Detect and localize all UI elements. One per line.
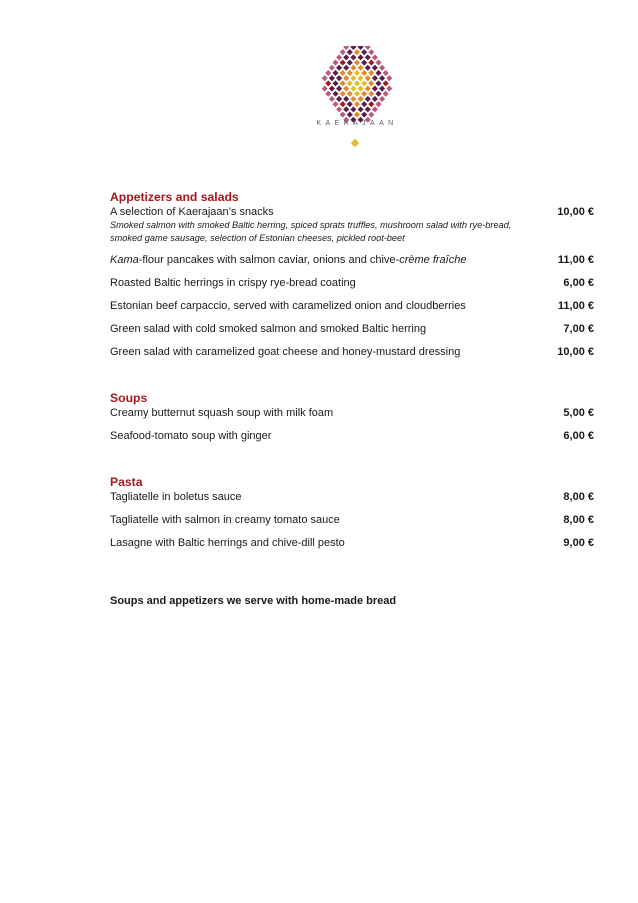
logo-pixel xyxy=(343,54,349,60)
logo-pixel xyxy=(332,80,338,86)
item-price: 11,00 € xyxy=(557,254,594,267)
logo-pixel xyxy=(368,60,374,66)
item-price: 8,00 € xyxy=(563,491,594,504)
logo-pixel xyxy=(365,106,371,112)
logo-pixel xyxy=(365,65,371,71)
logo-pixel xyxy=(379,86,385,92)
logo-pixel xyxy=(347,60,353,66)
logo-pixel xyxy=(350,75,356,81)
logo-pixel xyxy=(354,60,360,66)
logo-pixel xyxy=(350,65,356,71)
logo-pixel xyxy=(336,106,342,112)
logo-pixel xyxy=(358,86,364,92)
logo-pixel xyxy=(375,70,381,76)
logo-pixel xyxy=(322,75,328,81)
logo-pixel xyxy=(358,96,364,102)
logo-pixel xyxy=(375,101,381,107)
logo-pixel xyxy=(343,86,349,92)
logo-pixel xyxy=(358,106,364,112)
menu xyxy=(110,190,594,608)
logo-pixel xyxy=(361,60,367,66)
item-description: Smoked salmon with smoked Baltic herring, spiced sprats truffles, mushroom salad with rye-bread, smoked game sausage, selection of Estonian cheeses, pickled root-beet xyxy=(110,220,512,243)
logo-pixel xyxy=(343,106,349,112)
logo-pixel xyxy=(386,86,392,92)
logo-pixel xyxy=(350,54,356,60)
logo-pixel xyxy=(343,46,349,50)
logo-pixel xyxy=(361,80,367,86)
ornament-logo-icon xyxy=(300,46,414,156)
menu-item xyxy=(110,429,594,443)
section-title: Soups xyxy=(110,391,148,406)
item-price: 6,00 € xyxy=(563,277,594,290)
logo-pixel xyxy=(347,112,353,118)
item-price: 7,00 € xyxy=(563,323,594,336)
logo-pixel xyxy=(365,46,371,50)
logo-pixel xyxy=(379,65,385,71)
logo-pixel xyxy=(340,101,346,107)
item-price: 10,00 € xyxy=(557,346,594,359)
menu-item xyxy=(110,322,594,336)
logo-pixel xyxy=(329,96,335,102)
logo-pixel xyxy=(332,91,338,97)
item-name: Green salad with cold smoked salmon and smoked Baltic herring xyxy=(110,323,427,336)
logo-pixel xyxy=(329,86,335,92)
logo-pixel xyxy=(354,91,360,97)
logo-pixel xyxy=(347,101,353,107)
logo-pixel xyxy=(340,70,346,76)
logo-pixel xyxy=(336,54,342,60)
menu-item xyxy=(110,276,594,290)
item-name: Lasagne with Baltic herrings and chive-dill pesto xyxy=(110,537,345,550)
logo-pixel xyxy=(343,75,349,81)
item-name: Tagliatelle in boletus sauce xyxy=(110,491,242,504)
logo-pixel xyxy=(375,60,381,66)
logo-pixel xyxy=(361,112,367,118)
menu-item xyxy=(110,513,594,527)
logo-pixel xyxy=(379,96,385,102)
logo-pixel xyxy=(354,49,360,55)
logo-pixel xyxy=(350,106,356,112)
logo-pixel xyxy=(350,46,356,50)
logo-pixel xyxy=(325,80,331,86)
item-price: 6,00 € xyxy=(563,430,594,443)
logo-pixel xyxy=(358,75,364,81)
logo-pixel xyxy=(368,80,374,86)
logo-pixel xyxy=(336,75,342,81)
logo-pixel xyxy=(372,96,378,102)
logo-pixel xyxy=(329,75,335,81)
menu-item xyxy=(110,205,594,219)
logo-pixel xyxy=(386,75,392,81)
menu-item xyxy=(110,536,594,550)
item-name xyxy=(110,253,466,267)
section-pasta xyxy=(110,475,594,550)
logo-pixel xyxy=(347,49,353,55)
footer-note: Soups and appetizers we serve with home-made bread xyxy=(110,595,397,608)
logo-pixel xyxy=(365,75,371,81)
logo-pixel xyxy=(375,91,381,97)
menu-item xyxy=(110,299,594,313)
menu-item xyxy=(110,253,594,267)
logo-pixel xyxy=(354,80,360,86)
logo-pixel xyxy=(368,91,374,97)
section-title: Pasta xyxy=(110,475,143,490)
logo-pixel xyxy=(365,86,371,92)
section-title: Appetizers and salads xyxy=(110,190,239,204)
logo-pixel xyxy=(340,49,346,55)
logo-pixel xyxy=(325,70,331,76)
logo-pixel xyxy=(368,70,374,76)
section-appetizers xyxy=(110,190,594,359)
logo-pixel xyxy=(340,91,346,97)
logo-pixel xyxy=(358,46,364,50)
logo-pixel xyxy=(332,60,338,66)
item-name: A selection of Kaerajaan’s snacks xyxy=(110,206,274,218)
logo-pixel xyxy=(325,91,331,97)
logo-pixel xyxy=(354,112,360,118)
logo-pixel xyxy=(372,65,378,71)
logo-pixel xyxy=(358,54,364,60)
item-name-italic: Kama xyxy=(110,254,139,267)
item-name-text: -flour pancakes with salmon caviar, onions and chive- xyxy=(138,254,400,267)
brand-name: KAERAJAAN xyxy=(316,120,398,127)
logo-pixel xyxy=(347,70,353,76)
logo-pixel xyxy=(332,70,338,76)
logo-pixel xyxy=(361,101,367,107)
item-name: Green salad with caramelized goat cheese and honey-mustard dressing xyxy=(110,346,461,359)
logo-pixel xyxy=(340,80,346,86)
menu-item xyxy=(110,345,594,359)
item-price: 9,00 € xyxy=(563,537,594,550)
item-price: 8,00 € xyxy=(563,514,594,527)
logo-pixel xyxy=(365,54,371,60)
logo-pixel xyxy=(379,75,385,81)
item-price: 11,00 € xyxy=(557,300,594,313)
logo-pixel xyxy=(336,65,342,71)
item-name: Creamy butternut squash soup with milk foam xyxy=(110,407,334,420)
logo-pixel xyxy=(383,91,389,97)
logo-pixel xyxy=(343,96,349,102)
logo-pixel xyxy=(368,49,374,55)
item-name: Seafood-tomato soup with ginger xyxy=(110,430,272,443)
logo-pixel xyxy=(322,86,328,92)
item-name: Roasted Baltic herrings in crispy rye-bread coating xyxy=(110,277,356,290)
logo-pixel xyxy=(336,86,342,92)
logo-pixel xyxy=(365,96,371,102)
logo-pixel xyxy=(347,80,353,86)
item-name: Tagliatelle with salmon in creamy tomato sauce xyxy=(110,514,340,527)
logo-pixel xyxy=(368,101,374,107)
logo-pixel xyxy=(372,75,378,81)
logo-pixel xyxy=(368,112,374,118)
logo-pixel xyxy=(383,80,389,86)
logo-pixel xyxy=(340,112,346,118)
logo-pixel xyxy=(354,70,360,76)
logo-pixel xyxy=(332,101,338,107)
logo-pixel xyxy=(372,106,378,112)
logo-pixel xyxy=(329,65,335,71)
logo-pixel xyxy=(361,70,367,76)
logo-pixel xyxy=(375,80,381,86)
logo-pixel xyxy=(358,65,364,71)
menu-item xyxy=(110,490,594,504)
logo-pixel xyxy=(350,96,356,102)
item-name-italic: crème fraîche xyxy=(399,254,467,267)
logo-pixel xyxy=(336,96,342,102)
item-price: 5,00 € xyxy=(563,407,594,420)
logo-pixel xyxy=(340,60,346,66)
logo-pixel xyxy=(347,91,353,97)
logo-pixel xyxy=(343,65,349,71)
logo-pixel xyxy=(361,49,367,55)
logo-pixel xyxy=(372,86,378,92)
logo-pixel xyxy=(354,101,360,107)
section-soups xyxy=(110,391,594,443)
logo-pixel xyxy=(372,54,378,60)
logo-pixel xyxy=(350,86,356,92)
item-name: Estonian beef carpaccio, served with caramelized onion and cloudberries xyxy=(110,300,466,313)
logo-pixel xyxy=(383,70,389,76)
menu-item xyxy=(110,406,594,420)
logo-pixel xyxy=(361,91,367,97)
item-price: 10,00 € xyxy=(557,206,594,218)
